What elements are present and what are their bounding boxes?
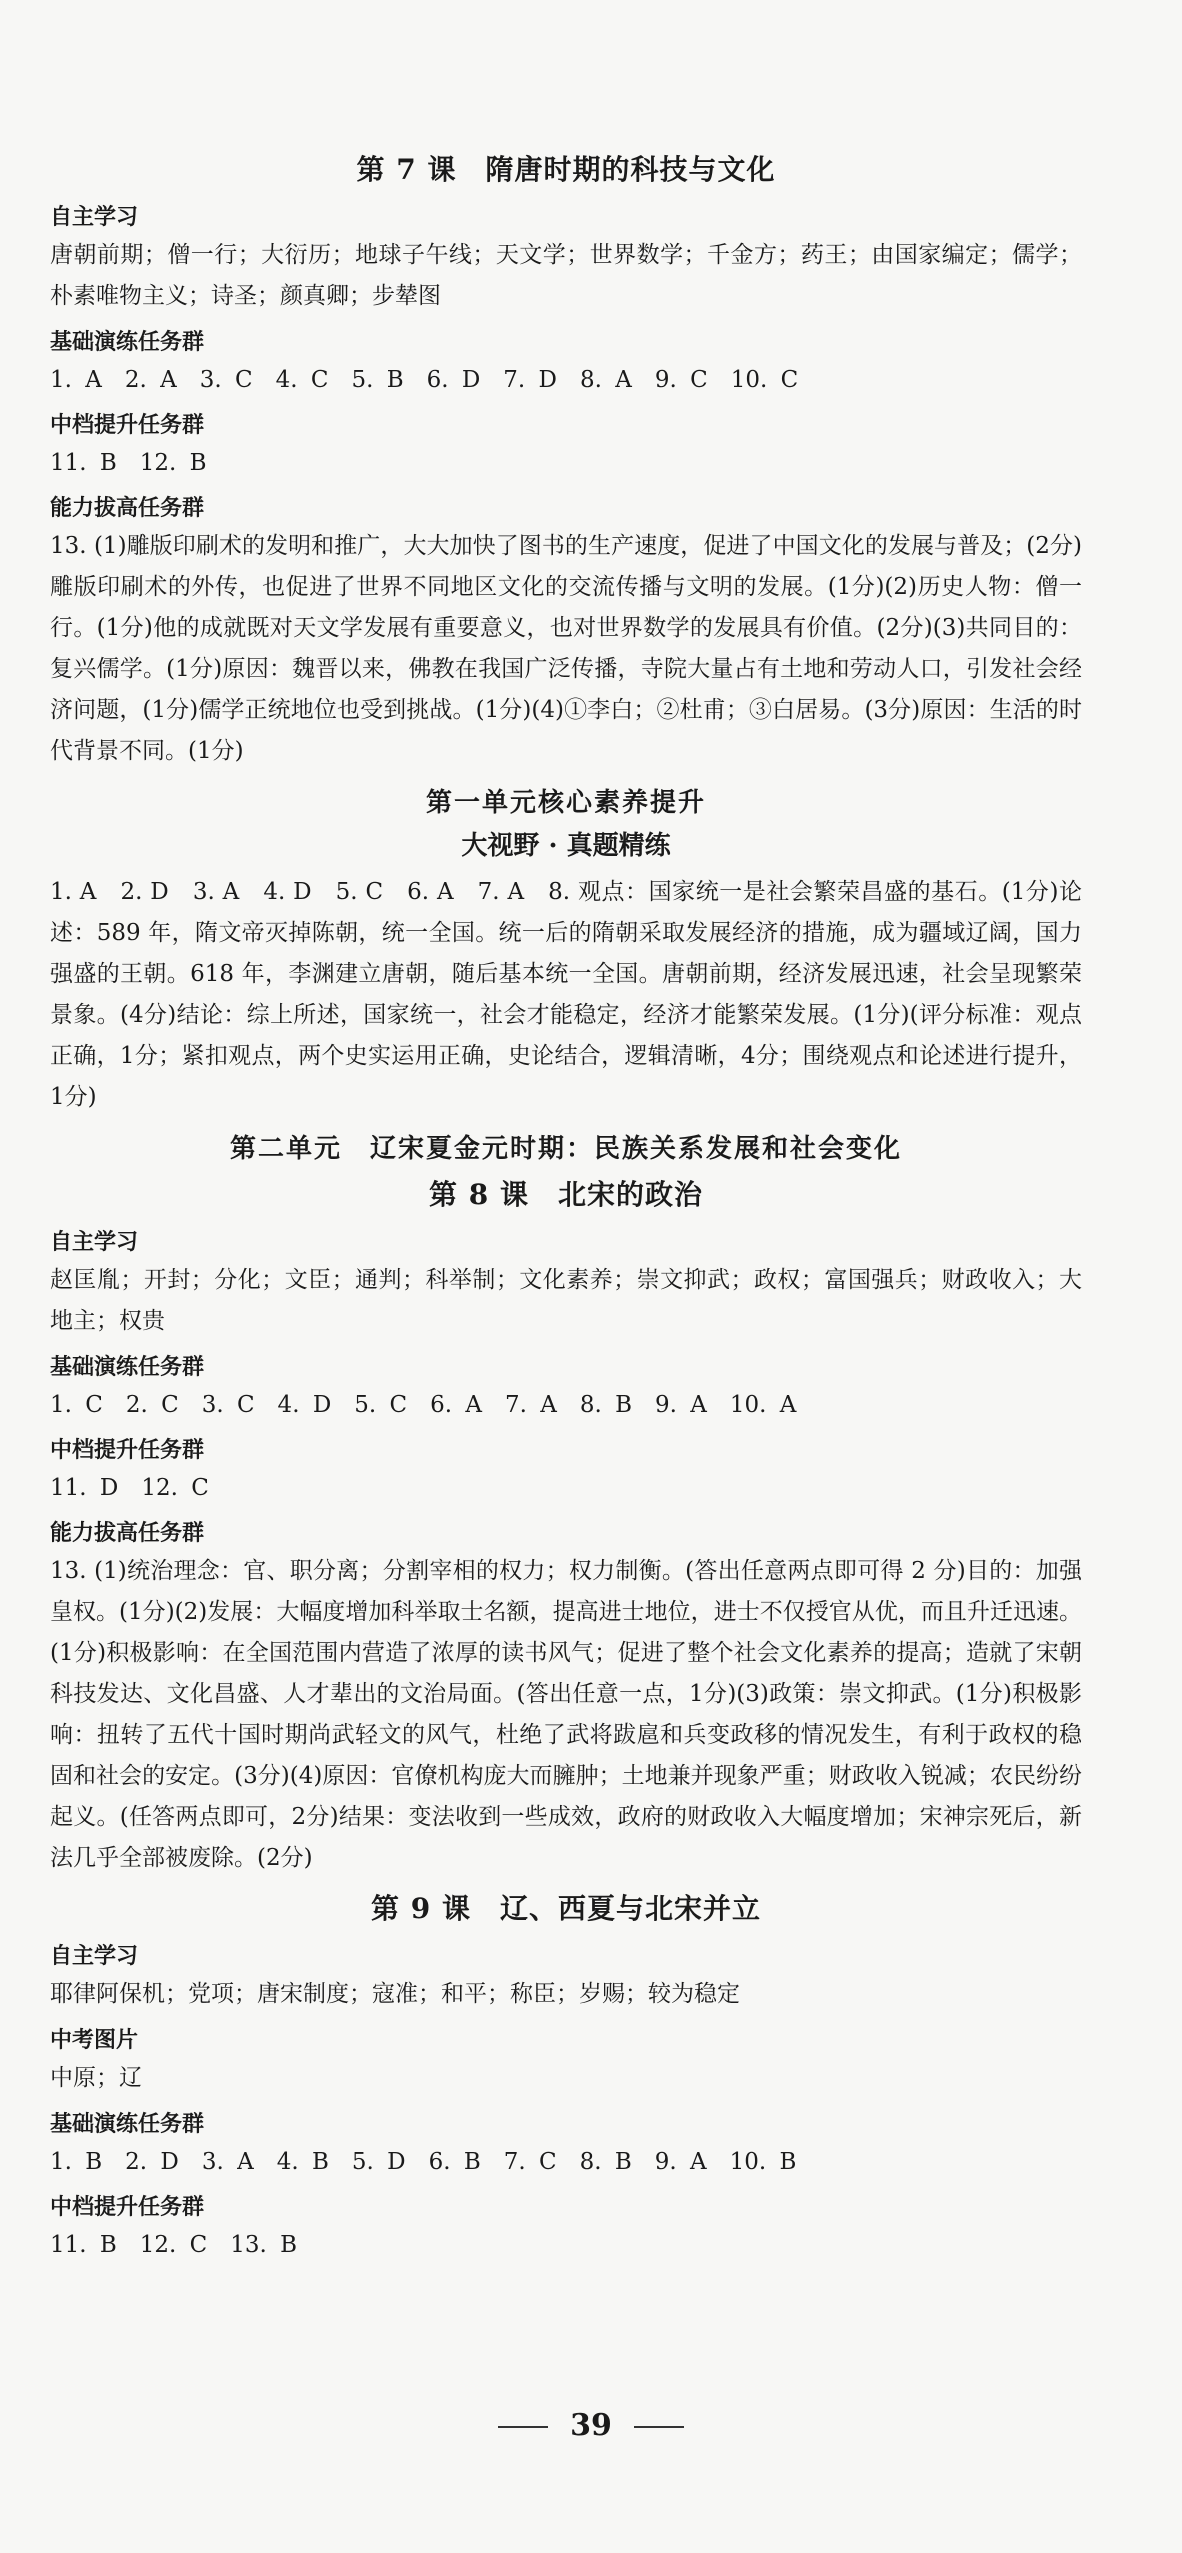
- lesson8-zhongdang-answers: 11. D 12. C: [50, 1475, 209, 1501]
- unit1-subtitle: 大视野 · 真题精练: [461, 831, 671, 861]
- lesson9-zhongdang-label: 中档提升任务群: [50, 2195, 205, 2220]
- page-content: [50, 140, 1082, 2271]
- page-footer: [0, 2408, 1182, 2443]
- lesson7-jichu-answers: 1. A 2. A 3. C 4. C 5. B 6. D 7. D 8. A 9. C 10. C: [50, 367, 799, 393]
- lesson7-nengli-label: 能力拔高任务群: [50, 496, 205, 521]
- lesson9-tupian-text: 中原；辽: [50, 2065, 142, 2091]
- footer-right-dash: [634, 2426, 684, 2428]
- lesson8-zizhu-text: 赵匡胤；开封；分化；文臣；通判；科举制；文化素养；崇文抑武；政权；富国强兵；财政收入；大地主；权贵: [50, 1267, 1082, 1334]
- unit2-title: 第二单元 辽宋夏金元时期：民族关系发展和社会变化: [229, 1134, 902, 1164]
- lesson7-zizhu-label: 自主学习: [50, 205, 139, 230]
- lesson9-jichu-label: 基础演练任务群: [50, 2112, 205, 2137]
- lesson8-jichu-answers: 1. C 2. C 3. C 4. D 5. C 6. A 7. A 8. B 9. A 10. A: [50, 1392, 797, 1418]
- lesson9-zizhu-label: 自主学习: [50, 1944, 139, 1969]
- lesson9-tupian-label: 中考图片: [50, 2028, 139, 2053]
- lesson7-zhongdang-label: 中档提升任务群: [50, 413, 205, 438]
- lesson8-nengli-label: 能力拔高任务群: [50, 1521, 205, 1546]
- unit1-title: 第一单元核心素养提升: [425, 788, 706, 818]
- footer-left-dash: [498, 2426, 548, 2428]
- lesson7-nengli-text: 13. (1)雕版印刷术的发明和推广，大大加快了图书的生产速度，促进了中国文化的发展与普及；(2分)雕版印刷术的外传，也促进了世界不同地区文化的交流传播与文明的发展。(1分)(2)历史人物：僧一行。(1分)他的成就既对天文学发展有重要意义，也对世界数学的发展具有价值。(2分)(3)共同目的：复兴儒学。(1分)原因：魏晋以来，佛教在我国广泛传播，寺院大量占有土地和劳动人口，引发社会经济问题，(1分)儒学正统地位也受到挑战。(1分)(4)①李白；②杜甫；③白居易。(3分)原因：生活的时代背景不同。(1分): [50, 533, 1082, 764]
- lesson9-zhongdang-answers: 11. B 12. C 13. B: [50, 2232, 298, 2258]
- lesson8-jichu-label: 基础演练任务群: [50, 1355, 205, 1380]
- lesson7-jichu-label: 基础演练任务群: [50, 330, 205, 355]
- page-number: 39: [570, 2408, 612, 2443]
- lesson8-title: 第 8 课 北宋的政治: [429, 1178, 703, 1211]
- lesson7-title: 第 7 课 隋唐时期的科技与文化: [356, 153, 776, 186]
- lesson7-zhongdang-answers: 11. B 12. B: [50, 450, 207, 476]
- lesson9-zizhu-text: 耶律阿保机；党项；唐宋制度；寇准；和平；称臣；岁赐；较为稳定: [50, 1981, 740, 2007]
- lesson8-zhongdang-label: 中档提升任务群: [50, 1438, 205, 1463]
- lesson7-zizhu-text: 唐朝前期；僧一行；大衍历；地球子午线；天文学；世界数学；千金方；药王；由国家编定；儒学；朴素唯物主义；诗圣；颜真卿；步辇图: [50, 242, 1082, 309]
- lesson9-jichu-answers: 1. B 2. D 3. A 4. B 5. D 6. B 7. C 8. B 9. A 10. B: [50, 2149, 797, 2175]
- lesson9-title: 第 9 课 辽、西夏与北宋并立: [371, 1892, 761, 1925]
- unit1-text: 1. A 2. D 3. A 4. D 5. C 6. A 7. A 8. 观点：国家统一是社会繁荣昌盛的基石。(1分)论述：589 年，隋文帝灭掉陈朝，统一全国。统一后的隋朝采取发展经济的措施，成为疆域辽阔，国力强盛的王朝。618 年，李渊建立唐朝，随后基本统一全国。唐朝前期，经济发展迅速，社会呈现繁荣景象。(4分)结论：综上所述，国家统一，社会才能稳定，经济才能繁荣发展。(1分)(评分标准：观点正确，1分；紧扣观点，两个史实运用正确，史论结合，逻辑清晰，4分；围绕观点和论述进行提升，1分): [50, 879, 1082, 1110]
- lesson8-nengli-text: 13. (1)统治理念：官、职分离；分割宰相的权力；权力制衡。(答出任意两点即可得 2 分)目的：加强皇权。(1分)(2)发展：大幅度增加科举取士名额，提高进士地位，进士不仅授官从优，而且升迁迅速。(1分)积极影响：在全国范围内营造了浓厚的读书风气；促进了整个社会文化素养的提高；造就了宋朝科技发达、文化昌盛、人才辈出的文治局面。(答出任意一点，1分)(3)政策：崇文抑武。(1分)积极影响：扭转了五代十国时期尚武轻文的风气，杜绝了武将跋扈和兵变政移的情况发生，有利于政权的稳固和社会的安定。(3分)(4)原因：官僚机构庞大而臃肿；土地兼并现象严重；财政收入锐减；农民纷纷起义。(任答两点即可，2分)结果：变法收到一些成效，政府的财政收入大幅度增加；宋神宗死后，新法几乎全部被废除。(2分): [50, 1558, 1082, 1871]
- lesson8-zizhu-label: 自主学习: [50, 1230, 139, 1255]
